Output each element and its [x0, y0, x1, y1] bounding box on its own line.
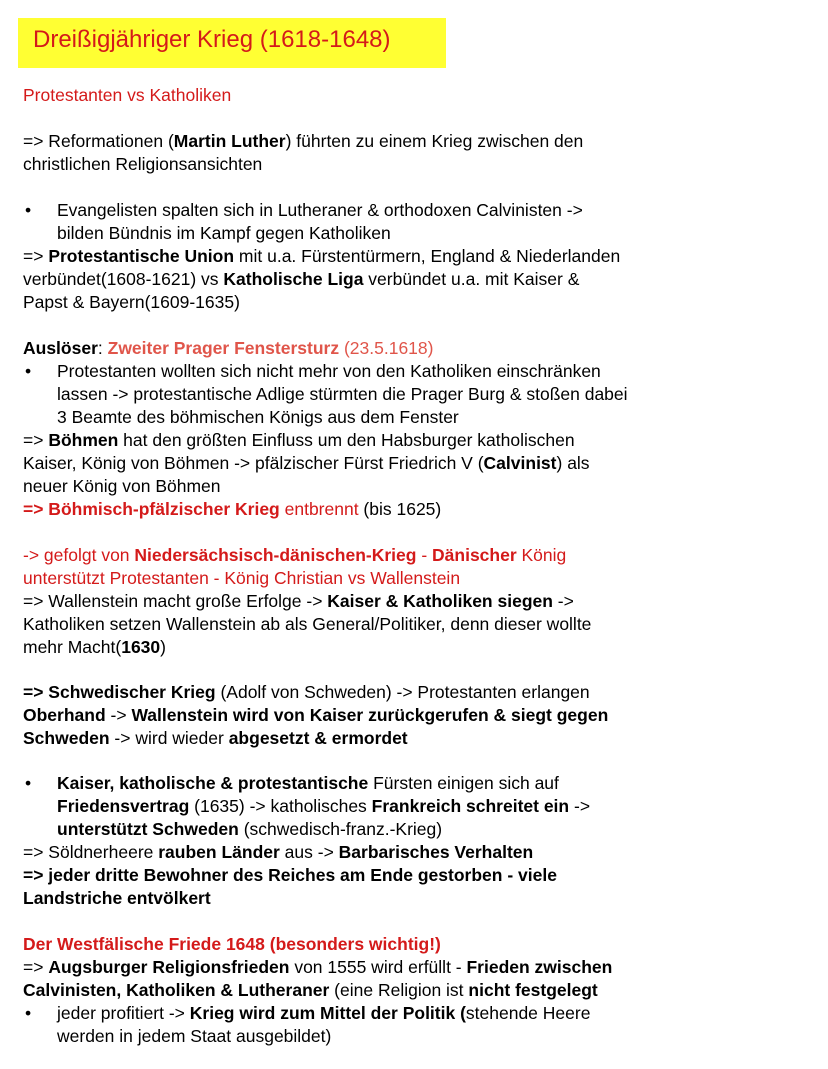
bullet-text: lassen -> protestantische Adlige stürmten die Prager Burg & stoßen dabei [57, 384, 628, 404]
text-line: => Böhmisch-pfälzischer Krieg entbrennt (bis 1625) [23, 499, 442, 519]
text-line: => Augsburger Religionsfrieden von 1555 wird erfüllt - Frieden zwischen [23, 957, 613, 977]
text-line: => Söldnerheere rauben Länder aus -> Barbarisches Verhalten [23, 842, 534, 862]
text-line: Kaiser, König von Böhmen -> pfälzischer Fürst Friedrich V (Calvinist) als [23, 453, 590, 473]
bullet-text: werden in jedem Staat ausgebildet) [57, 1026, 332, 1046]
text-line: => Schwedischer Krieg (Adolf von Schweden) -> Protestanten erlangen [23, 682, 590, 702]
bullet-text: Protestanten wollten sich nicht mehr von den Katholiken einschränken [57, 361, 601, 381]
bullet-text: unterstützt Schweden (schwedisch-franz.-Krieg) [57, 819, 443, 839]
text-line: => Protestantische Union mit u.a. Fürstentürmern, England & Niederlanden [23, 246, 621, 266]
bullet-icon: • [25, 1003, 32, 1023]
bullet-icon: • [25, 361, 32, 381]
section-heading: Protestanten vs Katholiken [23, 85, 232, 105]
text-line: Schweden -> wird wieder abgesetzt & ermordet [23, 728, 408, 748]
bullet-text: Kaiser, katholische & protestantische Fürsten einigen sich auf [57, 773, 559, 793]
page-title: Dreißigjähriger Krieg (1618-1648) [33, 26, 391, 53]
section-heading: Der Westfälische Friede 1648 (besonders wichtig!) [23, 934, 441, 954]
bullet-text: Friedensvertrag (1635) -> katholisches Frankreich schreitet ein -> [57, 796, 591, 816]
text-line: Calvinisten, Katholiken & Lutheraner (eine Religion ist nicht festgelegt [23, 980, 598, 1000]
bullet-text: Evangelisten spalten sich in Lutheraner & orthodoxen Calvinisten -> [57, 200, 583, 220]
text-line: Oberhand -> Wallenstein wird von Kaiser zurückgerufen & siegt gegen [23, 705, 609, 725]
text-line: Papst & Bayern(1609-1635) [23, 292, 240, 312]
text-line: mehr Macht(1630) [23, 637, 166, 657]
bullet-icon: • [25, 773, 32, 793]
text-line: neuer König von Böhmen [23, 476, 221, 496]
bullet-text: 3 Beamte des böhmischen Königs aus dem Fenster [57, 407, 459, 427]
text-line: => Böhmen hat den größten Einfluss um den Habsburger katholischen [23, 430, 575, 450]
bullet-icon: • [25, 200, 32, 220]
bullet-text: bilden Bündnis im Kampf gegen Katholiken [57, 223, 391, 243]
bullet-text: jeder profitiert -> Krieg wird zum Mittel der Politik (stehende Heere [57, 1003, 591, 1023]
text-line: Landstriche entvölkert [23, 888, 211, 908]
text-line: unterstützt Protestanten - König Christian vs Wallenstein [23, 568, 461, 588]
text-line: -> gefolgt von Niedersächsisch-dänischen-Krieg - Dänischer König [23, 545, 567, 565]
text-line: => Wallenstein macht große Erfolge -> Kaiser & Katholiken siegen -> [23, 591, 574, 611]
text-line: Katholiken setzen Wallenstein ab als General/Politiker, denn dieser wollte [23, 614, 592, 634]
text-line: christlichen Religionsansichten [23, 154, 263, 174]
text-line: => jeder dritte Bewohner des Reiches am Ende gestorben - viele [23, 865, 557, 885]
text-line: verbündet(1608-1621) vs Katholische Liga verbündet u.a. mit Kaiser & [23, 269, 580, 289]
text-line: => Reformationen (Martin Luther) führten zu einem Krieg zwischen den [23, 131, 584, 151]
text-line: Auslöser: Zweiter Prager Fenstersturz (23.5.1618) [23, 338, 434, 358]
